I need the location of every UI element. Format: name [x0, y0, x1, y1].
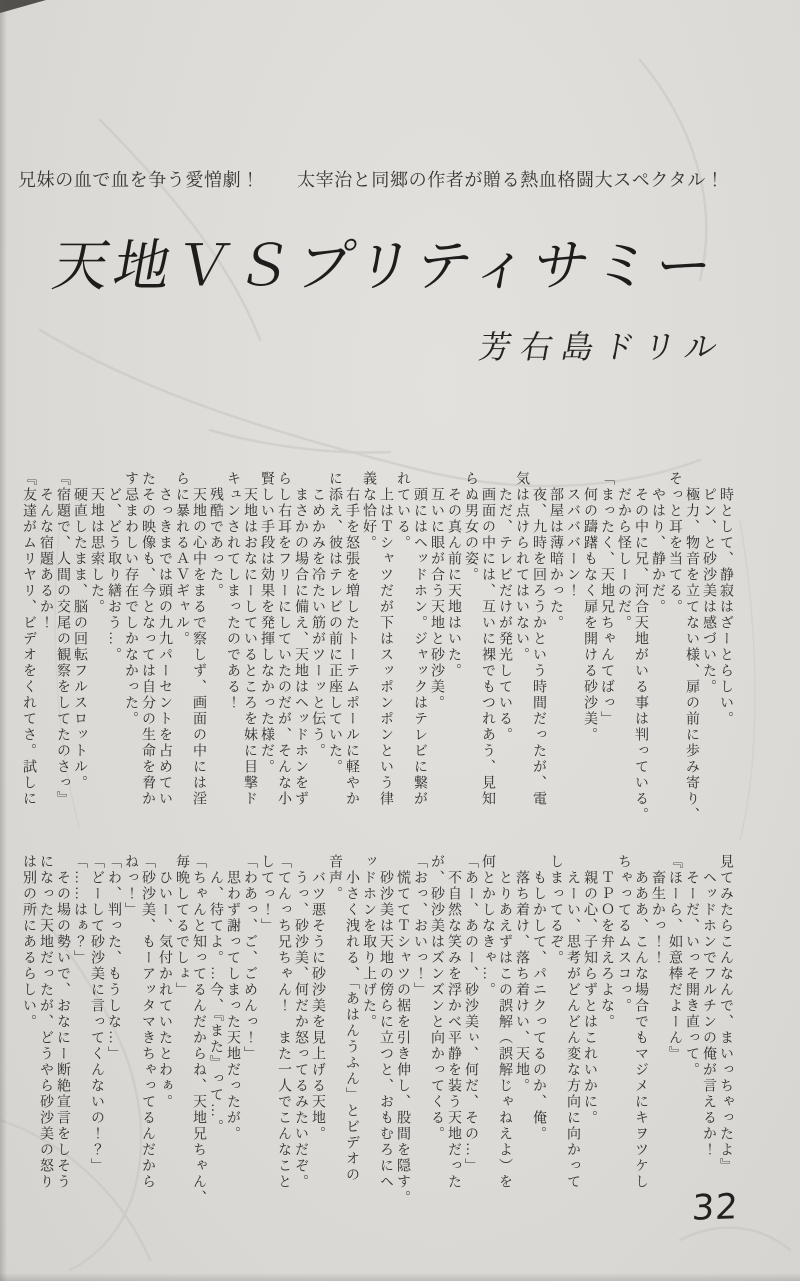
text-column: 「あー、あのー、砂沙美ぃ、何だ、その…」 — [463, 854, 478, 1174]
text-column: 見てみたらこんなんで、まいっちゃったよ』 — [718, 854, 733, 1174]
text-column: らぬ男女の姿。 — [463, 471, 478, 583]
text-column: こめかみを冷たい筋がツーッと伝う。 — [310, 471, 325, 759]
text-column: 『ほーら、如意棒だよーん』 — [667, 854, 682, 1062]
text-column: 畜生かっ！！ — [650, 854, 665, 966]
text-column: ヘッドホンでフルチンの俺が言えるか！ — [701, 854, 716, 1158]
text-column: ッドホンを取り上げた。 — [361, 854, 376, 1030]
text-column: 思わず謝ってしまった天地だったが。 — [225, 854, 240, 1142]
text-column: そんな宿題あるか！ — [38, 471, 53, 631]
text-column: 小さく洩れる、「あはんうふん」とビデオの — [344, 854, 359, 1183]
text-column: ピン、と砂沙美は感づいた。 — [701, 471, 716, 695]
text-column: 上はＴシャツだが下はスッポンポンという律 — [378, 471, 393, 807]
text-column: まさかの場合に備え、天地はヘッドホンをず — [293, 471, 308, 807]
page-number: 32 — [690, 1187, 740, 1229]
text-column: 『宿題で、人間の交尾の観察をしてたのさっ』 — [55, 471, 70, 807]
text-column: 何の躊躇もなく扉を開ける砂沙美。 — [582, 471, 597, 743]
text-column: 親の心、子知らずとはこれいかに。 — [582, 854, 597, 1126]
text-column: その場の勢いで、おなにー断絶宣言をしそう — [55, 854, 70, 1190]
text-column: 気は点けられてはいない。 — [514, 471, 529, 663]
author-name: 芳右島ドリル — [476, 329, 729, 365]
text-column: になった天地だったが、どうやら砂沙美の怒り — [38, 854, 53, 1190]
text-column: 右手を怒張を増したトーテムポールに軽やか — [344, 471, 359, 807]
text-column: 天地はおなにーしているところを妹に目撃ド — [242, 471, 257, 807]
text-column: 「ちゃんと知ってるんだからね、天地兄ちゃん、 — [191, 854, 206, 1206]
text-column: とりあえずはこの誤解（誤解じゃねえよ）を — [497, 854, 512, 1190]
text-column: そーだ、いっそ開き直って。 — [684, 854, 699, 1078]
tagline: 兄妹の血で血を争う愛憎劇！ 太宰治と同郷の作者が贈る熱血格闘大スペクタル！ — [18, 170, 725, 190]
text-column: 「……はぁ？」 — [72, 854, 87, 966]
text-column: だから怪しーのだ。 — [616, 471, 631, 631]
text-column: 互いに眼が合う天地と砂沙美。 — [429, 471, 444, 711]
text-column: やはり、静かだ。 — [650, 471, 665, 615]
text-column: ただ、テレビだけが発光している。 — [497, 471, 512, 743]
text-column: ねっ！」 — [123, 854, 138, 918]
text-column: キュンされてしまったのである！ — [225, 471, 240, 711]
text-column: あああ、こんな場合でもマジメにキヲツケし — [633, 854, 648, 1190]
text-column: 音声。 — [327, 854, 342, 902]
scan-edge-shadow-left — [0, 0, 7, 1281]
text-column: 「てんっち兄ちゃん！ また一人でこんなこと — [276, 854, 291, 1190]
text-column: らに暴れるＡＶギャル。 — [174, 471, 189, 647]
scan-artifact-corner-mark — [0, 0, 60, 16]
text-column: 画面の中には、互いに裸でもつれあう、見知 — [480, 471, 495, 807]
text-column: えーい、思考がどんどん変な方向に向かって — [565, 854, 580, 1190]
text-column: ちゃってるムスコっ。 — [616, 854, 631, 1014]
text-column: 義な恰好。 — [361, 471, 376, 551]
text-column: 慌ててＴシャツの裾を引き伸し、股間を隠す。 — [395, 854, 410, 1206]
text-column: しまってるぞ。 — [548, 854, 563, 966]
text-column: 賢しい手段は効果を発揮しなかった様だ。 — [259, 471, 274, 775]
text-column: その真ん前に天地はいた。 — [446, 471, 461, 679]
text-column: 落ち着け、落ち着けい、天地。 — [514, 854, 529, 1094]
text-column: ひいー、気付かれていたとわぁ。 — [157, 854, 172, 1110]
text-column: そっと耳を当てる。 — [667, 471, 682, 615]
text-column: 「どーして砂沙美に言ってくんないの！？」 — [89, 854, 104, 1174]
text-column: その中に兄、河合天地がいる事は判っている。 — [633, 471, 648, 823]
text-column: 「わあっ、ご、ごめんっ！」 — [242, 854, 257, 1062]
text-column: さっきまでは頭の九九パーセントを占めてい — [157, 471, 172, 807]
text-column: バツ悪そうに砂沙美を見上げる天地。 — [310, 854, 325, 1142]
text-column: す忌まわしい存在でしかなかった。 — [123, 471, 138, 727]
text-column: 「砂沙美、もーアッタマきちゃってるんだから — [140, 854, 155, 1190]
text-column: 極力、物音を立てない様、扉の前に歩み寄り、 — [684, 471, 699, 823]
text-column: ＴＰＯを弁えろよな。 — [599, 854, 614, 1030]
text-column: もしかして、パニクってるのか、俺。 — [531, 854, 546, 1142]
scan-edge-shadow-bottom — [0, 1273, 800, 1281]
text-column: らし右耳をフリーにしていたのだが、そんな小 — [276, 471, 291, 807]
text-column: 毎晩してるでしょ」 — [174, 854, 189, 998]
text-column: 時として、静寂はざーとらしい。 — [718, 471, 733, 727]
text-column: うっ、砂沙美、何だか怒ってるみたいだぞ。 — [293, 854, 308, 1190]
text-column: 「おっ、おいっ！」 — [412, 854, 427, 998]
text-column: 砂沙美は天地の傍らに立つと、おもむろにヘ — [378, 854, 393, 1190]
text-column: に添え、彼はテレビの前に正座していた。 — [327, 471, 342, 775]
text-column: 頭にはヘッドホン。ジャックはテレビに繋が — [412, 471, 427, 807]
text-column: 何とかしなきゃ…。 — [480, 854, 495, 998]
text-column: 硬直したまま、脳の回転フルスロットル。 — [72, 471, 87, 791]
text-column: れている。 — [395, 471, 410, 551]
text-column: 天地は思索した。 — [89, 471, 104, 615]
text-column: 夜、九時を回ろうかという時間だったが、電 — [531, 471, 546, 807]
text-column: 不自然な笑みを浮かべ平静を装う天地だった — [446, 854, 461, 1190]
text-column: スバババーン！ — [565, 471, 580, 599]
text-column: 「まったく、天地兄ちゃんてばっ」 — [599, 471, 614, 727]
lower-text-block — [12, 854, 734, 1226]
upper-text-block — [12, 471, 734, 843]
text-column: 「わ、判った、もうしな…」 — [106, 854, 121, 1062]
text-column: 『友達がムリヤリ、ビデオをくれてさ。試しに — [21, 471, 36, 807]
text-column: してっ！」 — [259, 854, 274, 934]
text-column: 天地の心中をまるで察しず、画面の中には淫 — [191, 471, 206, 807]
text-column: は別の所にあるらしい。 — [21, 854, 36, 1030]
text-column: たその映像も、今となっては自分の生命を脅か — [140, 471, 155, 807]
story-title: 天地ＶＳプリティサミー — [47, 236, 722, 298]
text-column: ん、待てよ。…今、『また』って…。 — [208, 854, 223, 1135]
text-column: ど、どう取り繕おう…。 — [106, 471, 121, 663]
text-column: 部屋は薄暗かった。 — [548, 471, 563, 631]
text-column: 残酷であった。 — [208, 471, 223, 599]
text-column: が、砂沙美はズンズンと向かってくる。 — [429, 854, 444, 1142]
